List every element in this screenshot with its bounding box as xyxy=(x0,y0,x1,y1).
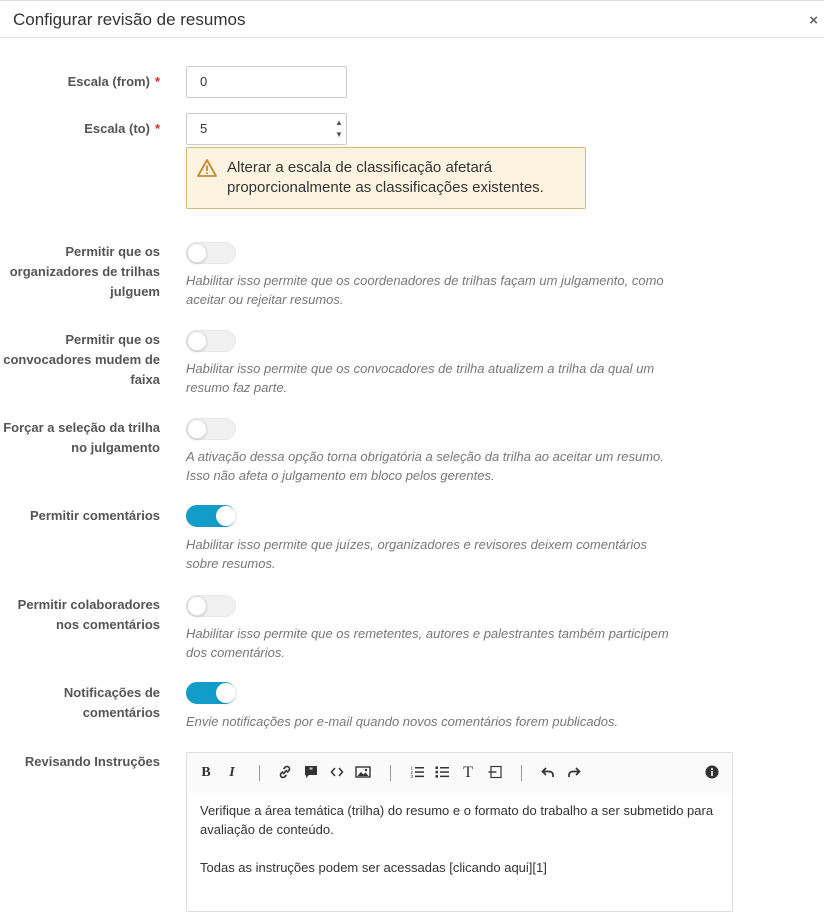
required-indicator: * xyxy=(154,74,160,89)
toolbar-separator xyxy=(390,765,391,781)
warning-triangle-icon xyxy=(197,158,217,178)
toolbar-separator xyxy=(521,765,522,781)
toggle-organizers-judge[interactable] xyxy=(186,242,236,264)
scale-from-input[interactable]: 0 xyxy=(186,66,347,98)
toggle-allow-comments[interactable] xyxy=(186,505,236,527)
redo-icon[interactable] xyxy=(566,765,582,781)
toggle-comment-notifications[interactable] xyxy=(186,682,236,704)
toggle-knob xyxy=(187,243,207,263)
scale-warning-alert xyxy=(186,147,586,209)
editor-paragraph: Todas as instruções podem ser acessadas [clicando aqui][1] xyxy=(200,860,547,875)
toolbar-separator xyxy=(259,765,260,781)
setting-label-allow-comments: Permitir comentários xyxy=(29,508,160,523)
editor-toolbar xyxy=(187,753,732,793)
number-spinner[interactable] xyxy=(334,117,344,141)
ordered-list-icon[interactable] xyxy=(409,765,425,781)
toggle-knob xyxy=(187,419,207,439)
italic-button[interactable]: I xyxy=(229,765,235,780)
setting-label-collaborators-comments: Permitir colaboradores nos comentários xyxy=(17,597,160,632)
spinner-up-icon[interactable]: ▲ xyxy=(335,118,343,127)
link-icon[interactable] xyxy=(277,765,293,781)
bullet-list-icon[interactable] xyxy=(434,765,450,781)
svg-text:1: 1 xyxy=(410,765,414,771)
modal-title: Configurar revisão de resumos xyxy=(13,10,246,29)
svg-text:": " xyxy=(309,766,313,776)
required-indicator: * xyxy=(154,121,160,136)
help-force-track-selection: A ativação dessa opção torna obrigatória a seleção da trilha ao aceitar um resumo. Isso não afeta o julgamento em bloco pelos gerentes. xyxy=(186,449,664,483)
bold-button[interactable]: B xyxy=(201,765,211,780)
image-icon[interactable] xyxy=(355,765,371,781)
help-allow-comments: Habilitar isso permite que juízes, organizadores e revisores deixem comentários sobre resumos. xyxy=(186,537,647,571)
scale-to-input[interactable]: 5 ▲ ▼ xyxy=(186,113,347,145)
modal-header xyxy=(0,0,824,38)
toggle-force-track-selection[interactable] xyxy=(186,418,236,440)
close-icon[interactable]: × xyxy=(809,12,818,29)
setting-label-force-track-selection: Forçar a seleção da trilha no julgamento xyxy=(3,420,160,455)
instructions-label: Revisando Instruções xyxy=(24,754,160,769)
help-comment-notifications: Envie notificações por e-mail quando novos comentários forem publicados. xyxy=(186,714,619,729)
help-organizers-judge: Habilitar isso permite que os coordenadores de trilhas façam um julgamento, como aceitar ou rejeitar resumos. xyxy=(186,273,664,307)
help-collaborators-comments: Habilitar isso permite que os remetentes, autores e palestrantes também participem dos comentários. xyxy=(186,626,669,660)
toggle-collaborators-comments[interactable] xyxy=(186,595,236,617)
toggle-knob xyxy=(187,331,207,351)
info-icon[interactable] xyxy=(704,765,720,781)
help-convenors-change-track: Habilitar isso permite que os convocadores de trilha atualizem a trilha da qual um resumo faz parte. xyxy=(186,361,655,395)
spinner-down-icon[interactable]: ▼ xyxy=(335,130,343,139)
toggle-convenors-change-track[interactable] xyxy=(186,330,236,352)
setting-label-organizers-judge: Permitir que os organizadores de trilhas julguem xyxy=(9,244,160,299)
quote-icon[interactable] xyxy=(303,765,319,781)
heading-button[interactable]: T xyxy=(463,764,473,781)
svg-text:3: 3 xyxy=(410,774,414,779)
undo-icon[interactable] xyxy=(540,765,556,781)
svg-text:2: 2 xyxy=(410,769,414,775)
scale-to-label: Escala (to) * xyxy=(84,121,160,136)
editor-paragraph: Verifique a área temática (trilha) do resumo e o formato do trabalho a ser submetido para avaliação de conteúdo. xyxy=(200,803,714,837)
editor-content[interactable] xyxy=(200,801,725,896)
setting-label-convenors-change-track: Permitir que os convocadores mudem de faixa xyxy=(3,332,160,387)
setting-label-comment-notifications: Notificações de comentários xyxy=(63,685,160,720)
toggle-knob xyxy=(216,506,236,526)
toggle-knob xyxy=(216,683,236,703)
scale-from-label: Escala (from) * xyxy=(67,74,160,89)
toggle-knob xyxy=(187,596,207,616)
warning-text: Alterar a escala de classificação afetará proporcionalmente as classificações existentes. xyxy=(227,159,544,196)
horizontal-rule-icon[interactable] xyxy=(487,765,503,781)
code-icon[interactable] xyxy=(329,765,345,781)
instructions-editor[interactable] xyxy=(186,752,733,912)
